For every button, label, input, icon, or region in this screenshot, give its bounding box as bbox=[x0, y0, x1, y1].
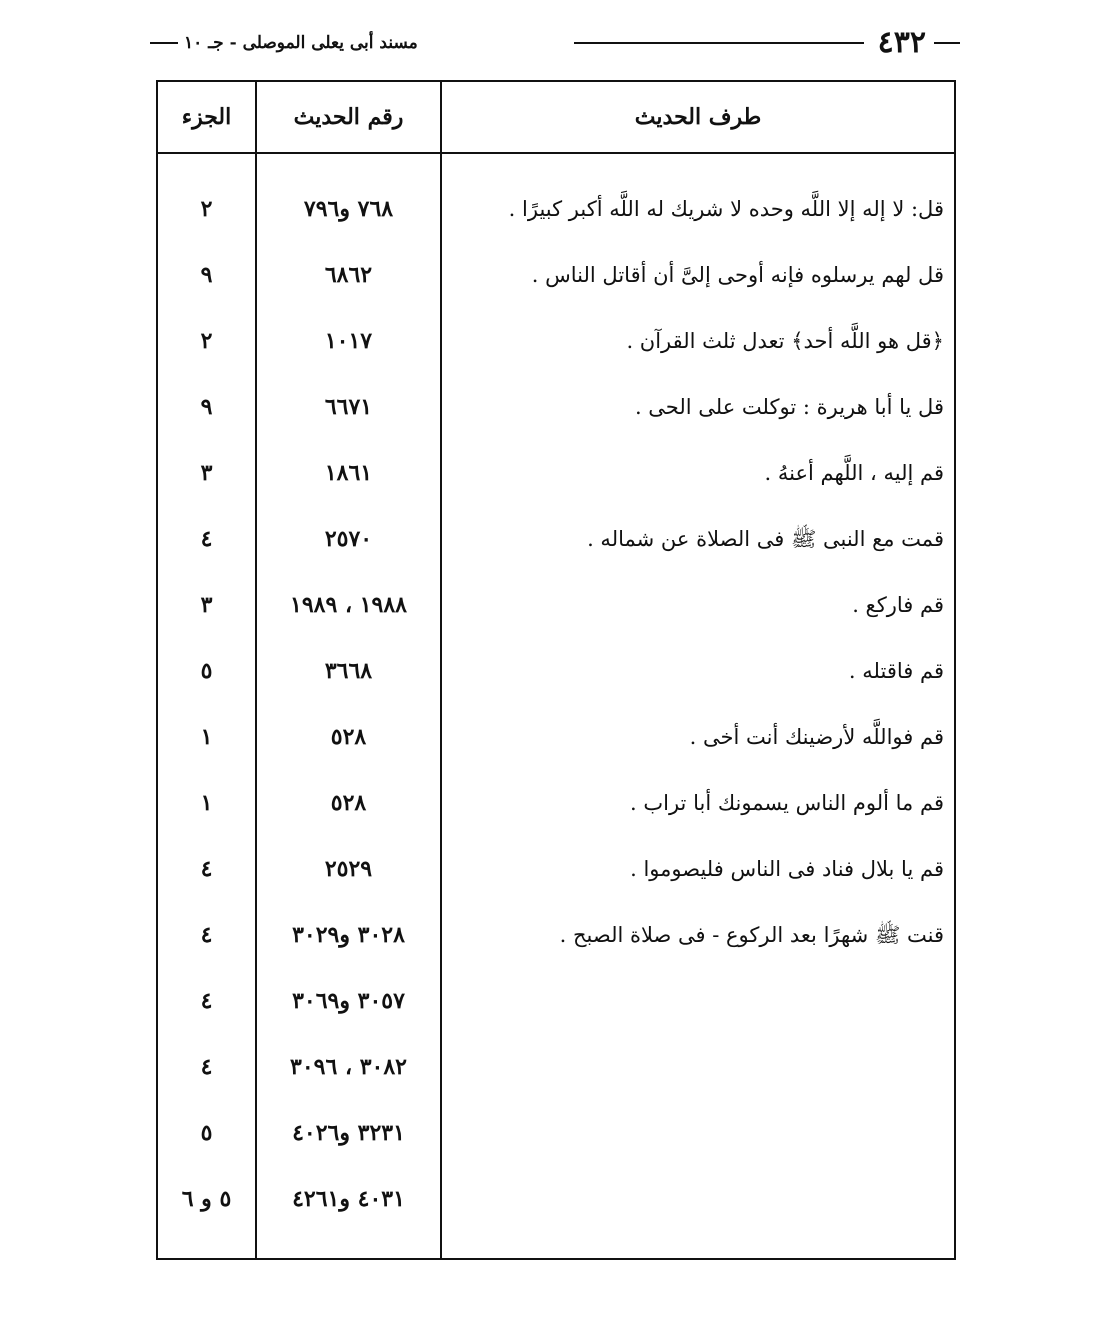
table-row bbox=[158, 638, 954, 704]
hadith-index-table bbox=[156, 80, 956, 1260]
hadith-text: ﴿قل هو اللَّه أحد﴾ تعدل ثلث القرآن . bbox=[626, 329, 944, 353]
hadith-text: قم يا بلال فناد فى الناس فليصوموا . bbox=[630, 857, 944, 881]
hadith-text: قم إليه ، اللَّهم أعنهُ . bbox=[764, 461, 944, 485]
hadith-text: قل: لا إله إلا اللَّه وحده لا شريك له اللَّه أكبر كبيرًا . bbox=[508, 197, 944, 221]
volume-part: ٢ bbox=[200, 328, 213, 354]
hadith-number: ٥٢٨ bbox=[330, 790, 367, 816]
volume-part: ١ bbox=[200, 790, 213, 816]
hadith-text bbox=[449, 968, 944, 1034]
hadith-text: قم ما ألوم الناس يسمونك أبا تراب . bbox=[630, 791, 944, 815]
volume-part: ٤ bbox=[200, 856, 213, 882]
table-row bbox=[158, 440, 954, 506]
volume-part: ٥ bbox=[200, 1120, 213, 1146]
volume-part: ٣ bbox=[200, 592, 213, 618]
hadith-number: ٦٦٧١ bbox=[324, 394, 373, 420]
hadith-number: ٣٦٦٨ bbox=[324, 658, 373, 684]
hadith-text: قل يا أبا هريرة : توكلت على الحى . bbox=[634, 395, 944, 419]
hadith-number: ٤٠٣١ و٤٢٦١ bbox=[292, 1186, 405, 1212]
hadith-number: ٢٥٧٠ bbox=[324, 526, 373, 552]
volume-part: ٥ و ٦ bbox=[181, 1186, 232, 1212]
column-header-text: طرف الحديث bbox=[634, 104, 762, 130]
table-body bbox=[158, 176, 954, 1232]
table-row bbox=[158, 506, 954, 572]
table-row bbox=[158, 1100, 954, 1166]
volume-part: ٤ bbox=[200, 922, 213, 948]
header-rule-right bbox=[934, 42, 960, 44]
volume-part: ٢ bbox=[200, 196, 213, 222]
table-row bbox=[158, 308, 954, 374]
hadith-number: ٧٦٨ و٧٩٦ bbox=[303, 196, 394, 222]
volume-part: ٤ bbox=[200, 1054, 213, 1080]
hadith-number: ١٠١٧ bbox=[324, 328, 373, 354]
hadith-number: ٢٥٢٩ bbox=[324, 856, 373, 882]
header-rule-middle bbox=[574, 42, 864, 44]
header-divider bbox=[158, 152, 954, 154]
hadith-number: ٦٨٦٢ bbox=[324, 262, 373, 288]
hadith-text: قل لهم يرسلوه فإنه أوحى إلىَّ أن أقاتل الناس . bbox=[531, 263, 944, 287]
column-header-number: رقم الحديث bbox=[293, 104, 404, 130]
hadith-number: ١٩٨٨ ، ١٩٨٩ bbox=[290, 592, 407, 618]
running-title: مسند أبى يعلى الموصلى - جـ ١٠ bbox=[184, 33, 418, 53]
table-row bbox=[158, 572, 954, 638]
volume-part: ١ bbox=[200, 724, 213, 750]
table-row bbox=[158, 902, 954, 968]
running-header bbox=[150, 26, 960, 60]
hadith-text bbox=[449, 1100, 944, 1166]
hadith-text: قم فاركع . bbox=[852, 593, 944, 617]
volume-part: ٩ bbox=[200, 394, 213, 420]
table-row bbox=[158, 242, 954, 308]
hadith-number: ٥٢٨ bbox=[330, 724, 367, 750]
table-row bbox=[158, 176, 954, 242]
hadith-number: ٣٠٥٧ و٣٠٦٩ bbox=[292, 988, 405, 1014]
hadith-text: قمت مع النبى ﷺ فى الصلاة عن شماله . bbox=[587, 527, 944, 551]
table-row bbox=[158, 704, 954, 770]
table-row bbox=[158, 1166, 954, 1232]
hadith-number: ١٨٦١ bbox=[324, 460, 373, 486]
hadith-number: ٣٠٢٨ و٣٠٢٩ bbox=[292, 922, 405, 948]
column-header-part: الجزء bbox=[181, 104, 232, 130]
table-row bbox=[158, 374, 954, 440]
volume-part: ٣ bbox=[200, 460, 213, 486]
page-number: ٤٣٢ bbox=[877, 25, 926, 60]
table-row bbox=[158, 836, 954, 902]
volume-part: ٤ bbox=[200, 988, 213, 1014]
hadith-text bbox=[449, 1166, 944, 1232]
volume-part: ٥ bbox=[200, 658, 213, 684]
header-rule-left bbox=[150, 42, 178, 44]
hadith-text: قنت ﷺ شهرًا بعد الركوع - فى صلاة الصبح . bbox=[559, 923, 944, 947]
hadith-number: ٣٢٣١ و٤٠٢٦ bbox=[292, 1120, 405, 1146]
table-row bbox=[158, 968, 954, 1034]
table-row bbox=[158, 1034, 954, 1100]
hadith-text: قم فواللَّه لأرضينك أنت أخى . bbox=[689, 725, 944, 749]
volume-part: ٤ bbox=[200, 526, 213, 552]
hadith-text: قم فاقتله . bbox=[848, 659, 944, 683]
table-row bbox=[158, 770, 954, 836]
hadith-text bbox=[449, 1034, 944, 1100]
hadith-number: ٣٠٨٢ ، ٣٠٩٦ bbox=[290, 1054, 407, 1080]
volume-part: ٩ bbox=[200, 262, 213, 288]
